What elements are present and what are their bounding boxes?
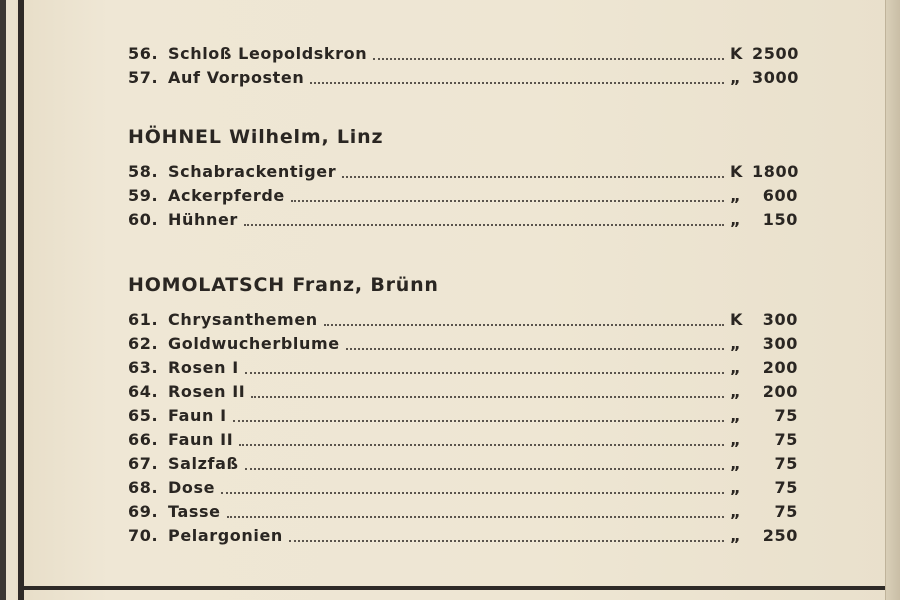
- dot-leader: [324, 323, 724, 326]
- page-right-edge: [886, 0, 900, 600]
- item-number: 59.: [128, 186, 159, 205]
- item-price: 150: [762, 210, 798, 229]
- item-currency: „: [730, 382, 742, 401]
- item-price: 2500: [752, 44, 799, 63]
- item-currency: „: [730, 210, 742, 229]
- item-title: Tasse: [168, 502, 221, 521]
- item-currency: „: [730, 406, 742, 425]
- dot-leader: [239, 443, 724, 446]
- dot-leader: [291, 199, 724, 202]
- item-price: 300: [762, 310, 798, 329]
- item-title: Rosen II: [168, 382, 246, 401]
- item-number: 67.: [128, 454, 159, 473]
- list-item: [128, 454, 798, 476]
- item-number: 69.: [128, 502, 159, 521]
- list-item: [128, 382, 798, 404]
- list-item: [128, 478, 798, 500]
- item-number: 58.: [128, 162, 159, 181]
- item-currency: „: [730, 454, 742, 473]
- list-item: [128, 430, 798, 452]
- item-price: 75: [774, 478, 798, 497]
- item-number: 65.: [128, 406, 159, 425]
- item-title: Auf Vorposten: [168, 68, 305, 87]
- item-number: 63.: [128, 358, 159, 377]
- artist-heading: HÖHNEL Wilhelm, Linz: [128, 126, 384, 148]
- page-margin-strip: [6, 0, 16, 600]
- page-border-left: [18, 0, 24, 600]
- list-item: [128, 68, 798, 90]
- artist-heading: HOMOLATSCH Franz, Brünn: [128, 274, 439, 296]
- item-title: Faun I: [168, 406, 227, 425]
- item-number: 61.: [128, 310, 159, 329]
- item-price: 75: [774, 406, 798, 425]
- list-item: [128, 310, 798, 332]
- item-price: 1800: [752, 162, 799, 181]
- item-currency: K: [730, 44, 743, 63]
- item-price: 75: [774, 502, 798, 521]
- item-currency: „: [730, 68, 742, 87]
- list-item: [128, 502, 798, 524]
- list-item: [128, 406, 798, 428]
- item-title: Goldwucherblume: [168, 334, 340, 353]
- item-title: Rosen I: [168, 358, 239, 377]
- list-item: [128, 162, 798, 184]
- item-currency: „: [730, 526, 742, 545]
- item-price: 200: [762, 358, 798, 377]
- item-number: 60.: [128, 210, 159, 229]
- item-currency: „: [730, 186, 742, 205]
- item-title: Hühner: [168, 210, 238, 229]
- list-item: [128, 334, 798, 356]
- item-price: 3000: [752, 68, 799, 87]
- dot-leader: [346, 347, 724, 350]
- item-title: Schloß Leopoldskron: [168, 44, 368, 63]
- item-title: Dose: [168, 478, 216, 497]
- item-currency: „: [730, 502, 742, 521]
- item-number: 57.: [128, 68, 159, 87]
- item-price: 200: [762, 382, 798, 401]
- item-currency: „: [730, 334, 742, 353]
- dot-leader: [310, 81, 724, 84]
- list-item: [128, 358, 798, 380]
- dot-leader: [342, 175, 724, 178]
- list-item: [128, 526, 798, 548]
- item-title: Chrysanthemen: [168, 310, 318, 329]
- item-price: 75: [774, 454, 798, 473]
- dot-leader: [227, 515, 724, 518]
- dot-leader: [289, 539, 724, 542]
- dot-leader: [245, 467, 724, 470]
- item-currency: „: [730, 430, 742, 449]
- item-currency: „: [730, 478, 742, 497]
- dot-leader: [245, 371, 724, 374]
- item-price: 75: [774, 430, 798, 449]
- list-item: [128, 186, 798, 208]
- item-price: 600: [762, 186, 798, 205]
- item-title: Pelargonien: [168, 526, 283, 545]
- item-title: Schabrackentiger: [168, 162, 337, 181]
- item-number: 62.: [128, 334, 159, 353]
- item-number: 56.: [128, 44, 159, 63]
- dot-leader: [373, 57, 724, 60]
- dot-leader: [251, 395, 724, 398]
- item-number: 68.: [128, 478, 159, 497]
- item-currency: K: [730, 162, 743, 181]
- list-item: [128, 210, 798, 232]
- item-price: 300: [762, 334, 798, 353]
- dot-leader: [244, 223, 724, 226]
- page-border-bottom: [18, 586, 900, 590]
- item-number: 64.: [128, 382, 159, 401]
- item-number: 66.: [128, 430, 159, 449]
- dot-leader: [221, 491, 724, 494]
- list-item: [128, 44, 798, 66]
- item-price: 250: [762, 526, 798, 545]
- item-currency: K: [730, 310, 743, 329]
- item-currency: „: [730, 358, 742, 377]
- dot-leader: [233, 419, 724, 422]
- item-number: 70.: [128, 526, 159, 545]
- item-title: Faun II: [168, 430, 234, 449]
- item-title: Salzfaß: [168, 454, 239, 473]
- item-title: Ackerpferde: [168, 186, 285, 205]
